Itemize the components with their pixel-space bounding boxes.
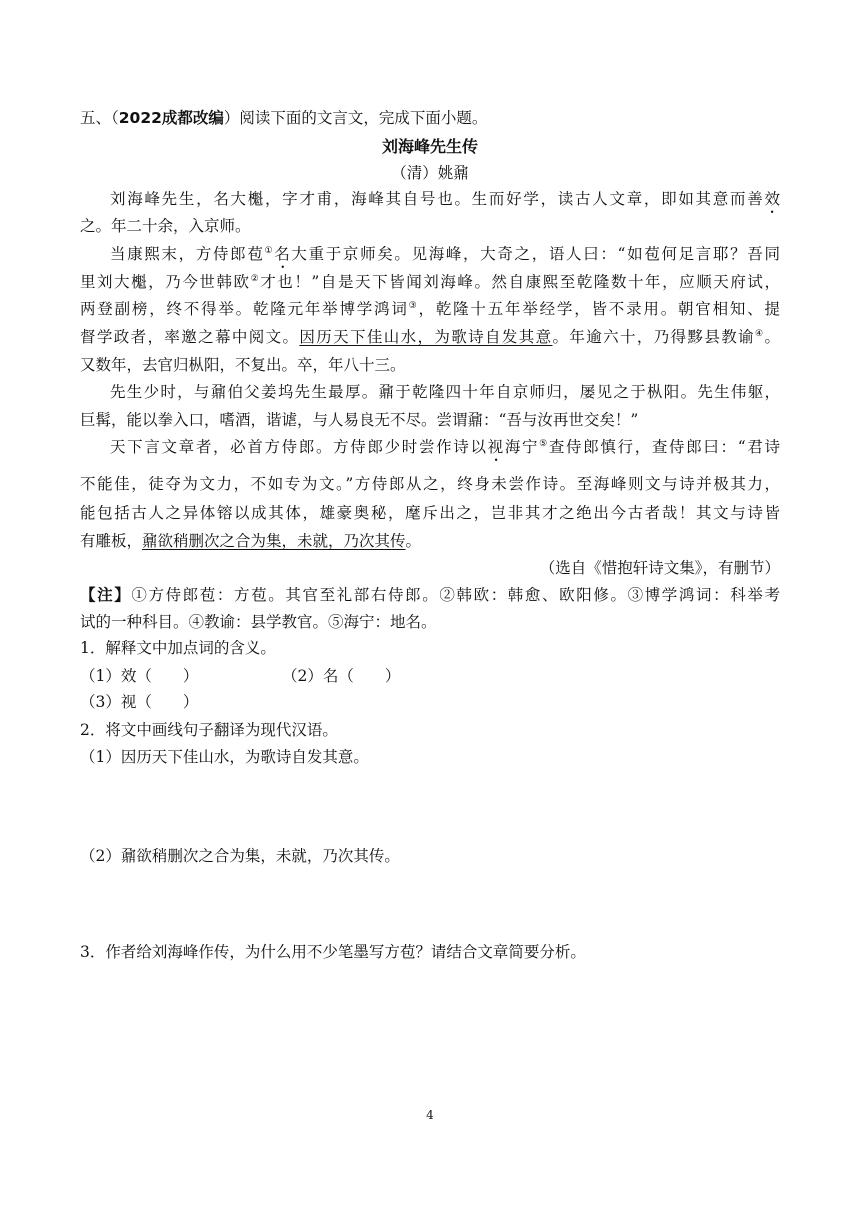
section-header: 五、（2022成都改编）阅读下面的文言文，完成下面小题。: [80, 109, 488, 127]
passage-author: （清）姚鼐: [391, 164, 469, 182]
q1-stem: 1．解释文中加点词的含义。: [80, 639, 276, 657]
p2-line-3: 两登副榜，终不得举。乾隆元年举博学鸿词③，乾隆十五年举经学，皆不录用。朝官相知、提: [80, 300, 780, 318]
q2-stem: 2．将文中画线句子翻译为现代汉语。: [80, 721, 338, 739]
notes-label: 【注】: [80, 585, 132, 604]
underlined-sentence-1: 因历天下佳山水，为歌诗自发其意: [299, 328, 553, 346]
notes-line-1: 【注】①方侍郎苞：方苞。其官至礼部右侍郎。②韩欧：韩愈、欧阳修。③博学鸿词：科举考: [80, 585, 780, 604]
p1-line-2: 之。年二十余，入京师。: [80, 217, 251, 235]
page-number: 4: [426, 1108, 434, 1122]
q3-stem: 3．作者给刘海峰作传，为什么用不少笔墨写方苞？请结合文章简要分析。: [80, 943, 586, 961]
p3-line-1: 先生少时，与鼐伯父姜坞先生最厚。鼐于乾隆四十年自京师归，屡见之于枞阳。先生伟躯，: [110, 383, 780, 401]
dotted-word-ming: 名: [274, 245, 292, 263]
dotted-word-xiao: 效: [764, 190, 780, 208]
notes-line-2: 试的一种科目。④教谕：县学教官。⑤海宁：地名。: [80, 613, 437, 631]
p4-line-1: 天下言文章者，必首方侍郎。方侍郎少时尝作诗以视海宁⑤查侍郎慎行，查侍郎曰：“君诗: [110, 438, 780, 456]
underlined-sentence-2: 鼐欲稍删次之合为集，未就，乃次其传: [142, 532, 406, 550]
p4-line-2: 不能佳，徒夺为文力，不如专为文。”方侍郎从之，终身未尝作诗。至海峰则文与诗并极其力，: [80, 475, 780, 493]
p2-line-4: 督学政者，率邀之幕中阅文。因历天下佳山水，为歌诗自发其意。年逾六十，乃得黟县教谕④。: [80, 328, 780, 346]
p4-line-4: 有雕板，鼐欲稍删次之合为集，未就，乃次其传。: [80, 532, 422, 550]
dotted-word-shi: 视: [487, 438, 505, 456]
p2-line-5: 又数年，去官归枞阳，不复出。卒，年八十三。: [80, 356, 406, 374]
p2-line-2: 里刘大櫆，乃今世韩欧②才也！”自是天下皆闻刘海峰。然自康熙至乾隆数十年，应顺天府试，: [80, 273, 780, 291]
p4-line-3: 能包括古人之异体镕以成其体，雄豪奥秘，麾斥出之，岂非其才之绝出今古者哉！其文与诗皆: [80, 504, 780, 522]
q2-item-2: （2）鼐欲稍删次之合为集，未就，乃次其传。: [80, 847, 400, 865]
q1-item-2: （2）名（ ）: [282, 667, 401, 685]
passage-title: 刘海峰先生传: [381, 137, 478, 156]
p1-line-1: 刘海峰先生，名大櫆，字才甫，海峰其自号也。生而好学，读古人文章，即如其意而善效: [110, 190, 780, 208]
q2-item-1: （1）因历天下佳山水，为歌诗自发其意。: [80, 748, 369, 766]
q1-item-3: （3）视（ ）: [80, 693, 199, 711]
header-source: 2022成都改编: [118, 109, 224, 127]
p3-line-2: 巨髯，能以拳入口，嗜酒，谐谑，与人易良无不尽。尝谓鼐：“吾与汝再世交矣！”: [80, 411, 639, 429]
p2-line-1: 当康熙末，方侍郎苞①名大重于京师矣。见海峰，大奇之，语人曰：“如苞何足言耶？吾同: [110, 245, 780, 263]
q1-item-1: （1）效（ ）: [80, 667, 199, 685]
source-note: （选自《惜抱轩诗文集》，有删节）: [539, 559, 780, 577]
